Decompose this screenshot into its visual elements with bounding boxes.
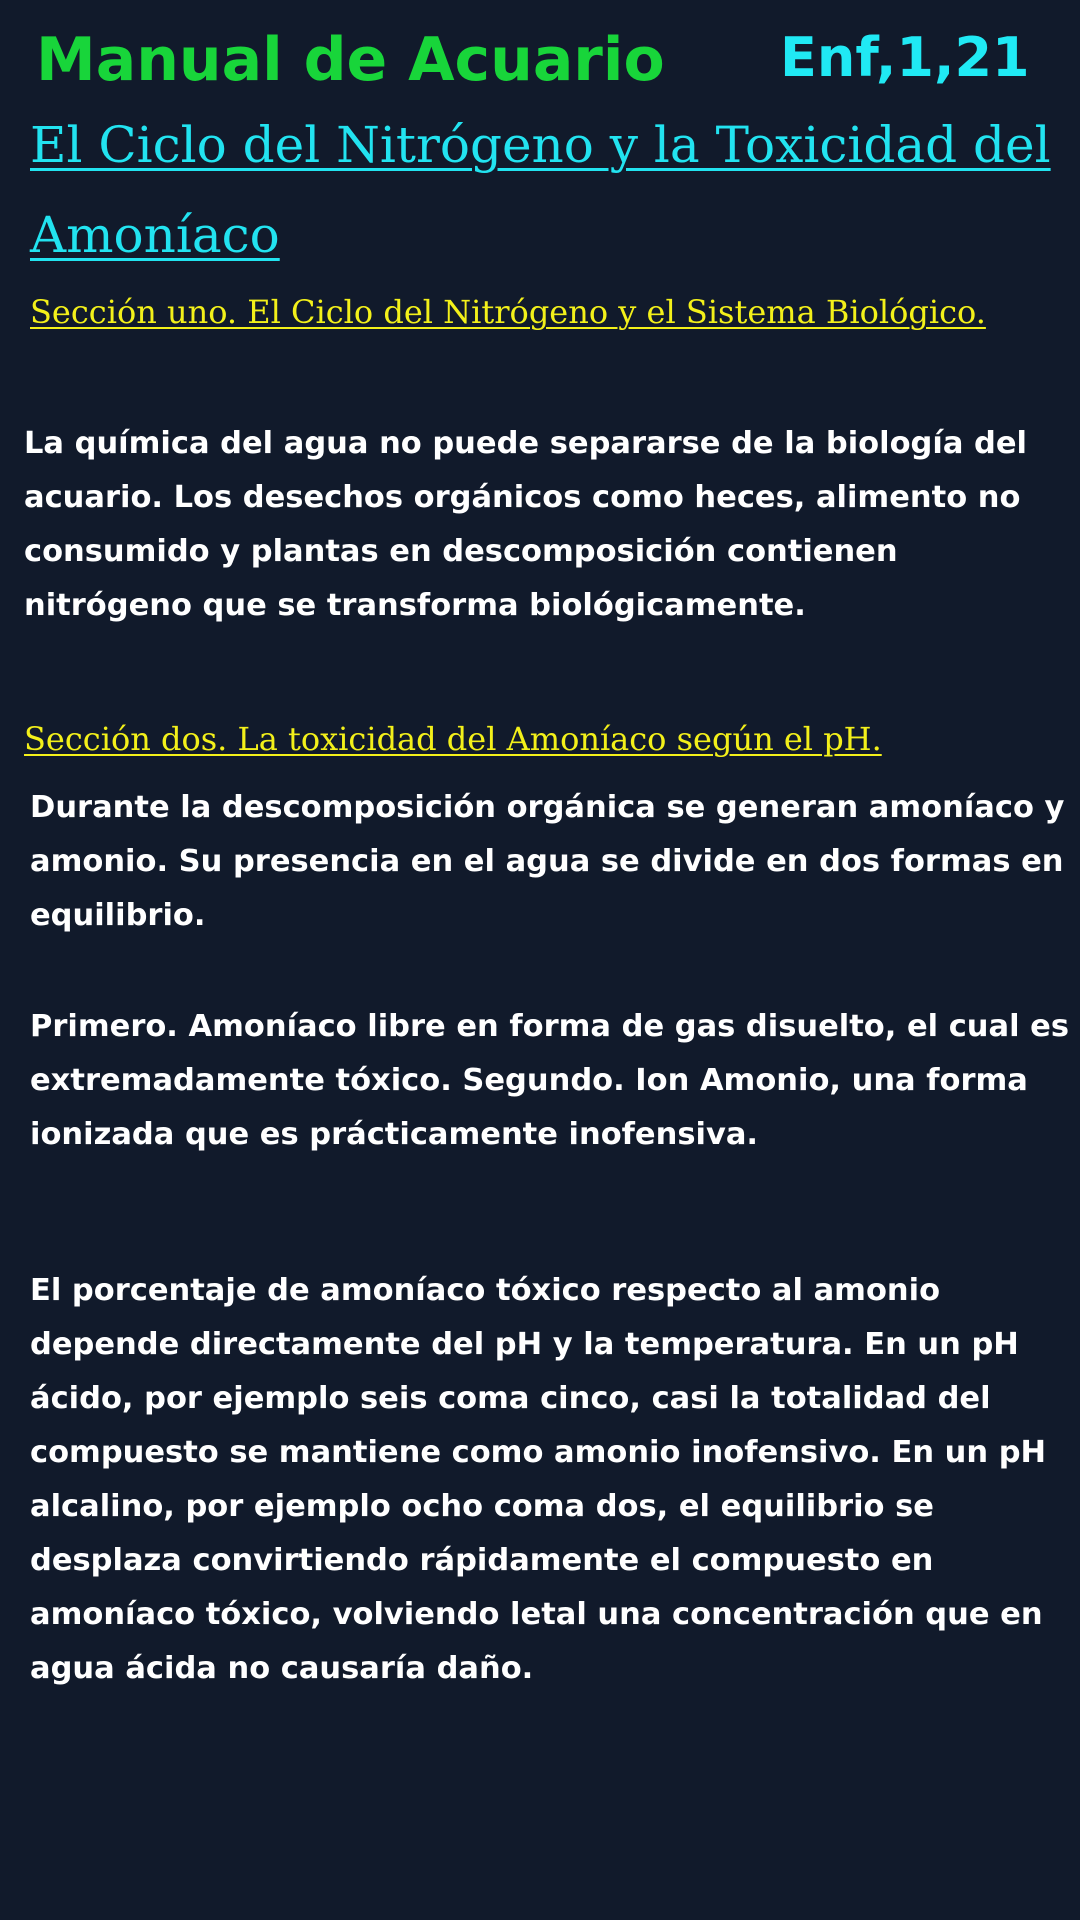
section-one-heading: Sección uno. El Ciclo del Nitrógeno y el Sistema Biológico. [30, 293, 986, 331]
section-two-paragraph-3: El porcentaje de amoníaco tóxico respecto al amonio depende directamente del pH y la temperatura. En un pH ácido, por ejemplo seis coma cinco, casi la totalidad del compuesto se mantiene como amonio inofensivo. En un pH alcalino, por ejemplo ocho coma dos, el equilibrio se desplaza convirtiendo rápidamente el compuesto en amoníaco tóxico, volviendo letal una concentración que en agua ácida no causaría daño. [30, 1273, 1047, 1686]
section-two-paragraph-2: Primero. Amoníaco libre en forma de gas disuelto, el cual es extremadamente tóxico. Segundo. Ion Amonio, una forma ionizada que es prácticamente inofensiva. [30, 1009, 1070, 1152]
section-one-paragraph: La química del agua no puede separarse de la biología del acuario. Los desechos orgánicos como heces, alimento no consumido y plantas en descomposición contienen nitrógeno que se transforma biológicamente. [24, 426, 1028, 623]
section-two-paragraph-1: Durante la descomposición orgánica se generan amoníaco y amonio. Su presencia en el agua se divide en dos formas en equilibrio. [30, 790, 1065, 933]
manual-title: Manual de Acuario [36, 25, 665, 95]
main-title: El Ciclo del Nitrógeno y la Toxicidad del Amoníaco [30, 116, 1051, 264]
section-two-heading: Sección dos. La toxicidad del Amoníaco según el pH. [24, 720, 882, 758]
lesson-code: Enf,1,21 [780, 26, 1030, 89]
